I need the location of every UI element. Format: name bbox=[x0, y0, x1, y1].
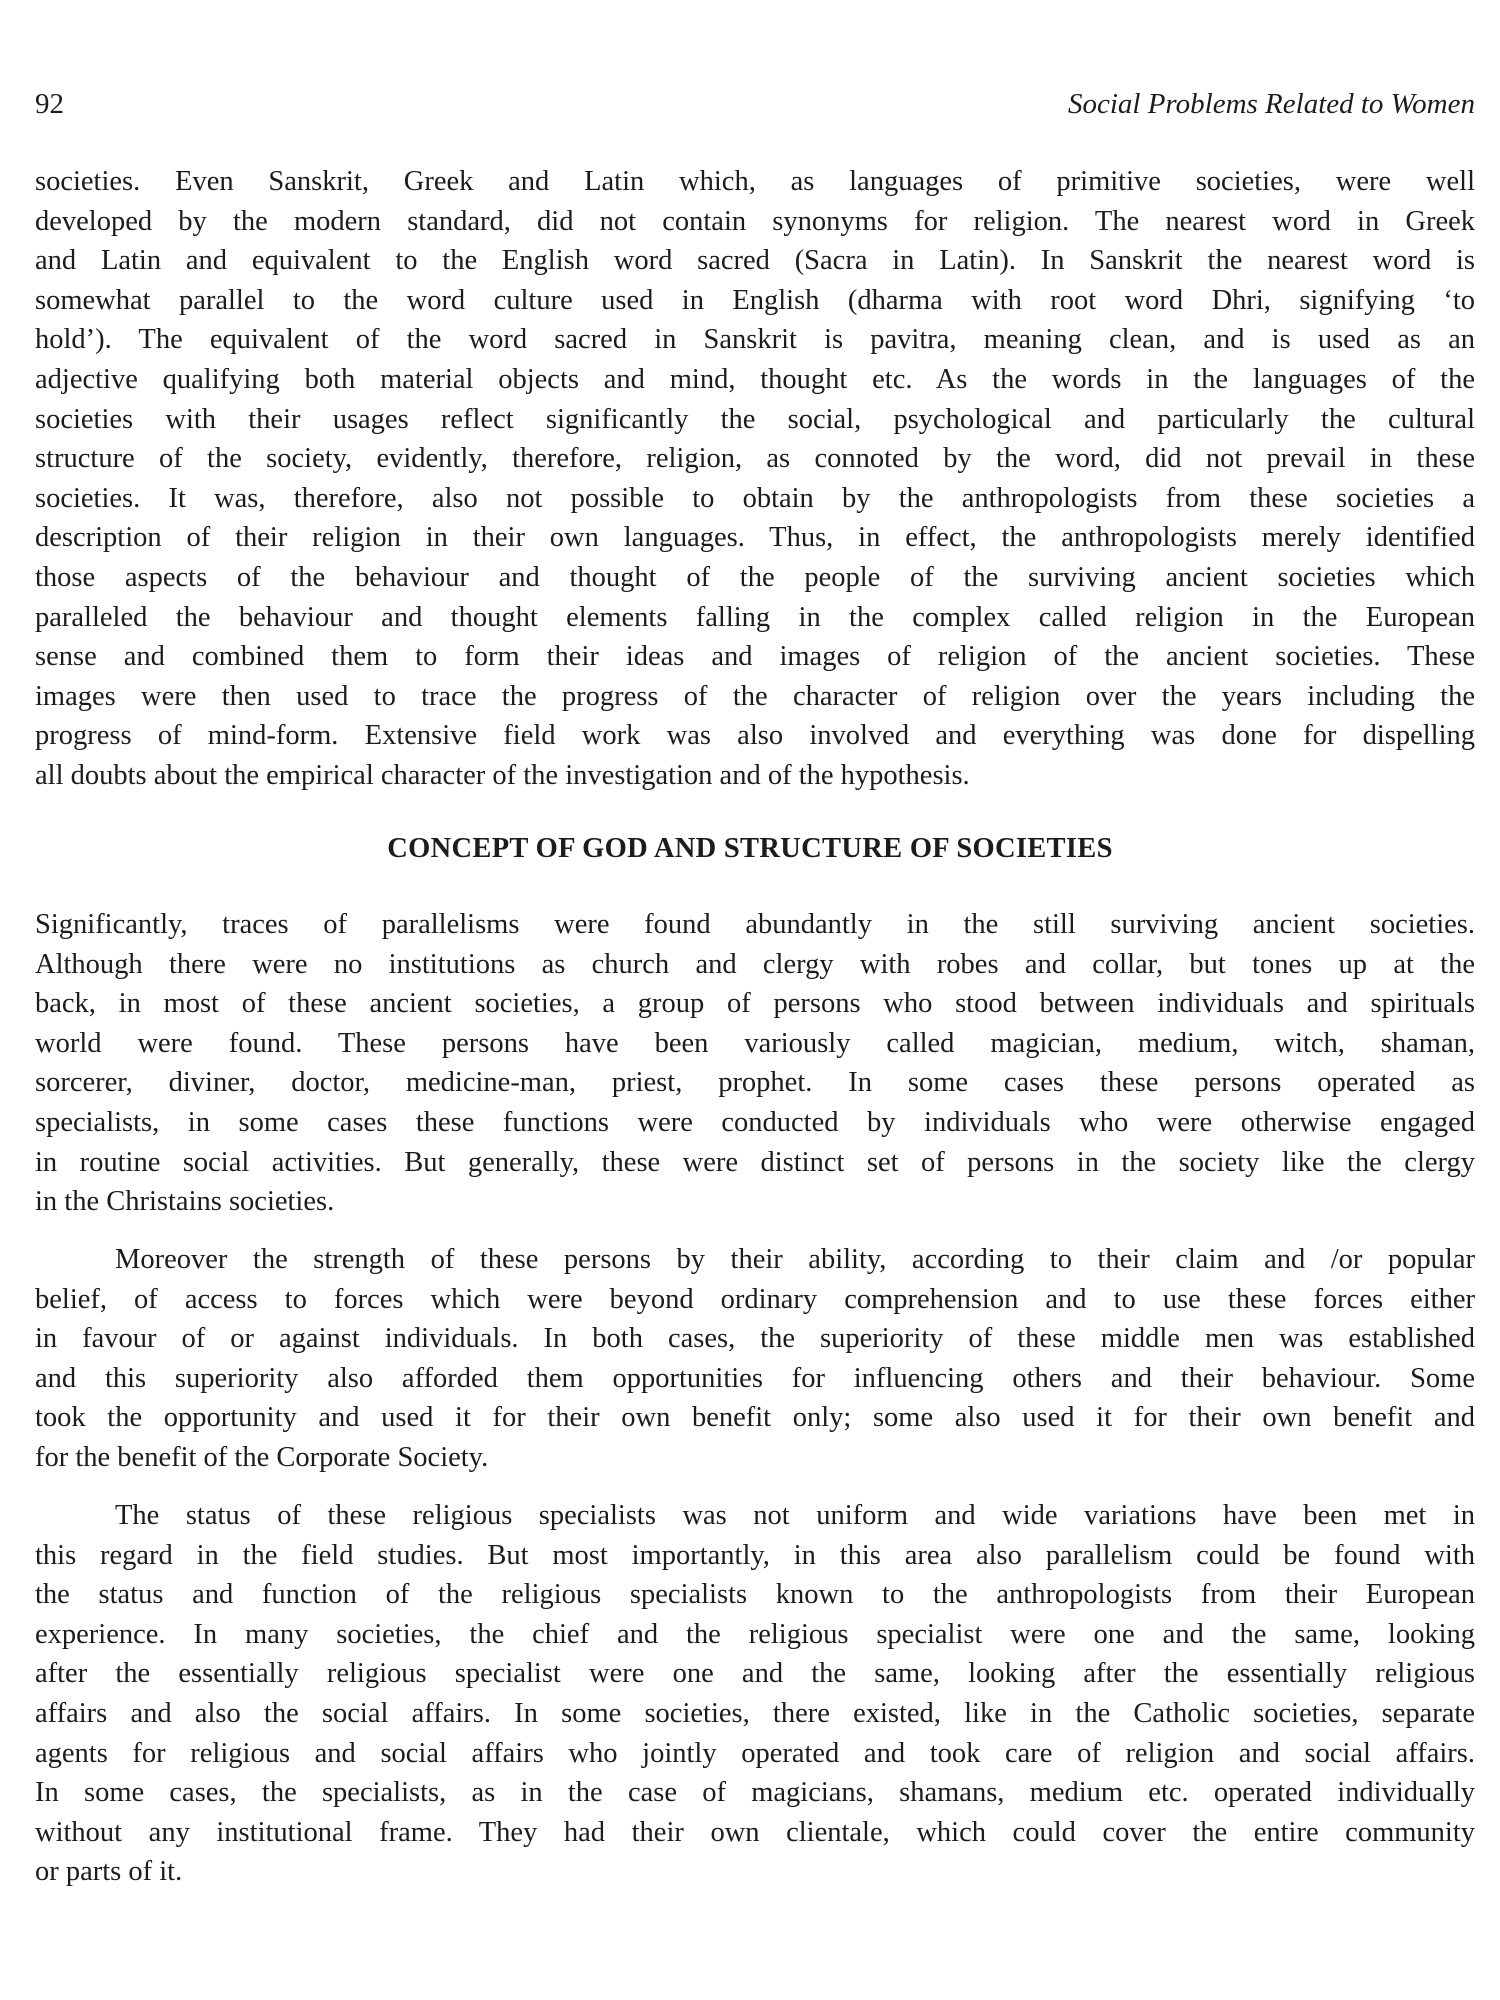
text-line: Significantly, traces of parallelisms were found abundantly in the still surviving ancient societies. bbox=[35, 909, 1475, 940]
text-line: Although there were no institutions as church and clergy with robes and collar, but tones up at the bbox=[35, 948, 1475, 980]
text-line: sorcerer, diviner, doctor, medicine-man, priest, prophet. In some cases these persons operated as bbox=[35, 1067, 1475, 1099]
running-title: Social Problems Related to Women bbox=[1067, 88, 1475, 120]
page-number: 92 bbox=[35, 88, 64, 120]
text-line: the status and function of the religious specialists known to the anthropologists from their European bbox=[35, 1579, 1475, 1611]
section-heading: CONCEPT OF GOD AND STRUCTURE OF SOCIETIES bbox=[387, 833, 1113, 864]
text-line: back, in most of these ancient societies, a group of persons who stood between individuals and spirituals bbox=[35, 988, 1475, 1020]
text-line: societies. Even Sanskrit, Greek and Latin which, as languages of primitive societies, were well bbox=[35, 166, 1475, 197]
paragraph-2 bbox=[35, 905, 1475, 1222]
paragraph-4 bbox=[35, 1496, 1475, 1892]
text-line: somewhat parallel to the word culture used in English (dharma with root word Dhri, signifying ‘to bbox=[35, 284, 1475, 316]
text-line: and this superiority also afforded them opportunities for influencing others and their behaviour. Some bbox=[35, 1362, 1475, 1394]
text-line: description of their religion in their own languages. Thus, in effect, the anthropologists merely identified bbox=[35, 522, 1475, 554]
paragraph-3 bbox=[35, 1240, 1475, 1478]
text-line: sense and combined them to form their ideas and images of religion of the ancient societies. These bbox=[35, 641, 1475, 673]
text-line: for the benefit of the Corporate Society. bbox=[35, 1441, 489, 1473]
text-line: paralleled the behaviour and thought elements falling in the complex called religion in the European bbox=[35, 601, 1475, 633]
text-line: or parts of it. bbox=[35, 1856, 183, 1888]
text-line: images were then used to trace the progress of the character of religion over the years including the bbox=[35, 680, 1475, 712]
text-line: took the opportunity and used it for their own benefit only; some also used it for their own benefit and bbox=[35, 1402, 1475, 1434]
text-line: societies with their usages reflect significantly the social, psychological and particularly the cultural bbox=[35, 403, 1475, 435]
text-line: hold’). The equivalent of the word sacred in Sanskrit is pavitra, meaning clean, and is used as an bbox=[35, 324, 1475, 356]
text-line: after the essentially religious specialist were one and the same, looking after the essentially religious bbox=[35, 1658, 1475, 1690]
text-line: In some cases, the specialists, as in the case of magicians, shamans, medium etc. operated individually bbox=[35, 1777, 1475, 1809]
text-line: adjective qualifying both material objects and mind, thought etc. As the words in the languages of the bbox=[35, 363, 1475, 395]
text-line: developed by the modern standard, did not contain synonyms for religion. The nearest word in Greek bbox=[35, 205, 1475, 237]
text-line: in favour of or against individuals. In both cases, the superiority of these middle men was established bbox=[35, 1323, 1475, 1355]
text-line: societies. It was, therefore, also not possible to obtain by the anthropologists from these societies a bbox=[35, 482, 1475, 514]
text-line: belief, of access to forces which were beyond ordinary comprehension and to use these forces either bbox=[35, 1283, 1475, 1315]
text-line: those aspects of the behaviour and thought of the people of the surviving ancient societies which bbox=[35, 561, 1475, 593]
text-line: and Latin and equivalent to the English word sacred (Sacra in Latin). In Sanskrit the nearest word is bbox=[35, 245, 1475, 277]
text-line: structure of the society, evidently, therefore, religion, as connoted by the word, did not prevail in these bbox=[35, 443, 1475, 475]
text-line: specialists, in some cases these functions were conducted by individuals who were otherwise engaged bbox=[35, 1106, 1475, 1138]
text-line: in routine social activities. But generally, these were distinct set of persons in the society like the clergy bbox=[35, 1146, 1475, 1178]
text-line: without any institutional frame. They had their own clientale, which could cover the entire community bbox=[35, 1816, 1475, 1848]
text-line: affairs and also the social affairs. In some societies, there existed, like in the Catholic societies, separate bbox=[35, 1697, 1475, 1729]
text-line: in the Christains societies. bbox=[35, 1186, 335, 1218]
text-line: agents for religious and social affairs who jointly operated and took care of religion and social affairs. bbox=[35, 1737, 1475, 1769]
text-line: world were found. These persons have been variously called magician, medium, witch, shaman, bbox=[35, 1027, 1475, 1059]
paragraph-1 bbox=[35, 162, 1475, 796]
text-line: this regard in the field studies. But most importantly, in this area also parallelism could be found with bbox=[35, 1539, 1475, 1571]
text-line: experience. In many societies, the chief and the religious specialist were one and the same, looking bbox=[35, 1618, 1475, 1650]
text-line: all doubts about the empirical character of the investigation and of the hypothesis. bbox=[35, 759, 970, 791]
text-line: progress of mind-form. Extensive field work was also involved and everything was done for dispelling bbox=[35, 720, 1475, 752]
text-line: The status of these religious specialists was not uniform and wide variations have been met in bbox=[115, 1500, 1475, 1531]
text-line: Moreover the strength of these persons by their ability, according to their claim and /or popular bbox=[115, 1244, 1475, 1275]
